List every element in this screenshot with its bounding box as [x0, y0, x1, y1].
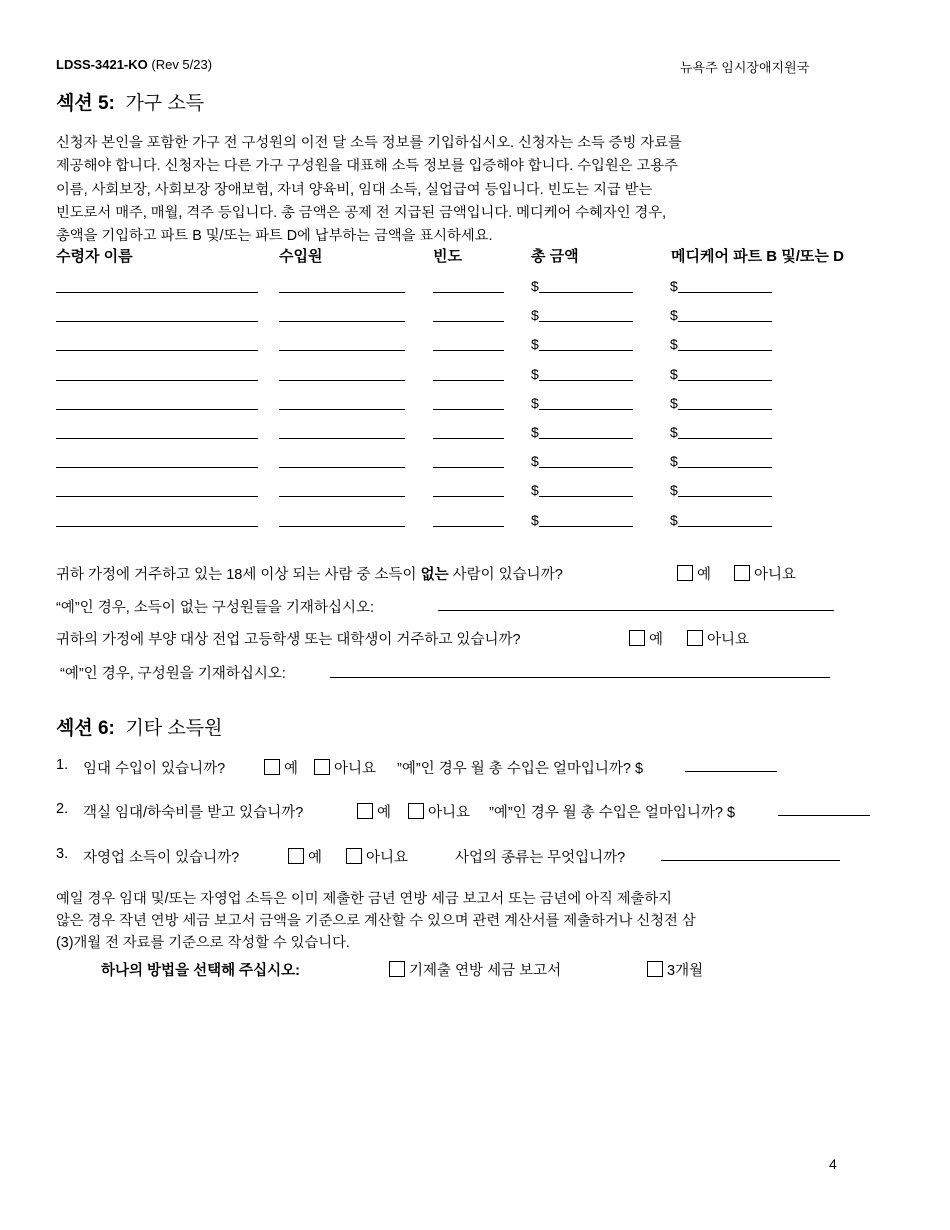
checkbox[interactable]	[357, 803, 373, 819]
q2-number: 2.	[56, 801, 69, 817]
dollar-sign: $	[531, 453, 539, 470]
intro-line: 신청자 본인을 포함한 가구 전 구성원의 이전 달 소득 정보를 기입하십시오. 신청자는 소득 증빙 자료를	[56, 135, 682, 151]
income-source-field[interactable]	[279, 526, 405, 527]
q-no-income-text-b: 사람이 있습니까?	[448, 567, 563, 583]
income-source-field[interactable]	[279, 321, 405, 322]
checkbox[interactable]	[288, 848, 304, 864]
recipient-name-field[interactable]	[56, 350, 258, 351]
recipient-name-field[interactable]	[56, 526, 258, 527]
dollar-sign: $	[670, 482, 678, 499]
intro-line: 제공해야 합니다. 신청자는 다른 가구 구성원을 대표해 소득 정보를 입증해야 합니다. 수입원은 고용주	[56, 158, 678, 175]
dollar-sign: $	[531, 365, 539, 382]
q3-follow: 사업의 종류는 무엇입니까?	[455, 850, 626, 866]
section6-note	[56, 888, 696, 954]
q1-number: 1.	[56, 757, 69, 773]
income-source-field[interactable]	[279, 292, 405, 293]
note-line: (3)개월 전 자료를 기준으로 작성할 수 있습니다.	[56, 935, 350, 951]
income-source-field[interactable]	[279, 467, 405, 468]
section6-number: 섹션 6:	[56, 718, 115, 739]
section5-number: 섹션 5:	[56, 93, 115, 114]
checkbox[interactable]	[677, 565, 693, 581]
intro-line: 총액을 기입하고 파트 B 및/또는 파트 D에 납부하는 금액을 표시하세요.	[56, 228, 493, 245]
q3-no[interactable]	[346, 846, 408, 867]
dollar-sign: $	[670, 511, 678, 528]
recipient-name-field[interactable]	[56, 467, 258, 468]
total-amount-field[interactable]	[539, 292, 633, 293]
dollar-sign: $	[670, 336, 678, 353]
total-amount-field[interactable]	[539, 467, 633, 468]
q3-number: 3.	[56, 846, 69, 862]
no-income-list-row	[56, 596, 374, 617]
yes-label: 예	[649, 632, 664, 648]
q-no-income-text-a: 귀하 가정에 거주하고 있는 18세 이상 되는 사람 중 소득이	[56, 567, 421, 583]
checkbox[interactable]	[314, 759, 330, 775]
recipient-name-field[interactable]	[56, 496, 258, 497]
medicare-amount-field[interactable]	[678, 526, 772, 527]
col-income-source: 수입원	[279, 248, 323, 265]
section5-intro	[56, 132, 682, 248]
q-no-income-no[interactable]	[734, 563, 796, 584]
total-amount-field[interactable]	[539, 380, 633, 381]
dollar-sign: $	[670, 307, 678, 324]
q-student-yes[interactable]	[629, 628, 663, 649]
no-label: 아니요	[707, 632, 750, 648]
dollar-sign: $	[531, 424, 539, 440]
q2-amount-field[interactable]	[778, 815, 870, 816]
dollar-sign: $	[670, 365, 678, 382]
no-label: 아니요	[366, 850, 409, 866]
total-amount-field[interactable]	[539, 409, 633, 410]
frequency-field[interactable]	[433, 526, 504, 527]
no-income-list-label: “예”인 경우, 소득이 없는 구성원들을 기재하십시오:	[56, 600, 374, 616]
medicare-amount-field[interactable]	[678, 350, 772, 351]
income-source-field[interactable]	[279, 438, 405, 439]
checkbox[interactable]	[389, 961, 405, 977]
q1-yes[interactable]	[264, 757, 298, 778]
recipient-name-field[interactable]	[56, 321, 258, 322]
frequency-field[interactable]	[433, 321, 504, 322]
frequency-field[interactable]	[433, 350, 504, 351]
dollar-sign: $	[670, 453, 678, 470]
no-label: 아니요	[428, 805, 471, 821]
medicare-amount-field[interactable]	[678, 292, 772, 293]
q3-text: 자영업 소득이 있습니까?	[83, 850, 240, 866]
q-no-income	[56, 563, 563, 584]
section6-title	[56, 713, 223, 740]
q2-no[interactable]	[408, 801, 470, 822]
col-total-amount: 총 금액	[531, 248, 579, 265]
medicare-amount-field[interactable]	[678, 380, 772, 381]
income-source-field[interactable]	[279, 496, 405, 497]
dollar-sign: $	[531, 394, 539, 411]
checkbox[interactable]	[408, 803, 424, 819]
dollar-sign: $	[670, 394, 678, 411]
q2-text: 객실 임대/하숙비를 받고 있습니까?	[83, 805, 304, 821]
q2-follow: ”예”인 경우 월 총 수입은 얼마입니까? $	[489, 805, 736, 821]
medicare-amount-field[interactable]	[678, 409, 772, 410]
yes-label: 예	[284, 761, 299, 777]
medicare-amount-field[interactable]	[678, 467, 772, 468]
dollar-sign: $	[531, 511, 539, 528]
total-amount-field[interactable]	[539, 438, 633, 439]
section6-heading: 기타 소득원	[125, 718, 223, 739]
q1-text: 임대 수입이 있습니까?	[83, 761, 226, 777]
student-list-label: “예”인 경우, 구성원을 기재하십시오:	[60, 666, 286, 682]
col-recipient-name: 수령자 이름	[56, 248, 133, 265]
frequency-field[interactable]	[433, 380, 504, 381]
col-medicare: 메디케어 파트 B 및/또는 D	[671, 248, 844, 265]
q-no-income-emphasis: 없는	[420, 567, 449, 583]
q3-yes[interactable]	[288, 846, 322, 867]
yes-label: 예	[697, 567, 712, 583]
method-label: 하나의 방법을 선택해 주십시오:	[101, 963, 301, 979]
page-number: 4	[829, 1156, 837, 1172]
q1-follow: ”예”인 경우 월 총 수입은 얼마입니까? $	[397, 761, 644, 777]
checkbox[interactable]	[647, 961, 663, 977]
note-line: 않은 경우 작년 연방 세금 보고서 금액을 기준으로 계산할 수 있으며 관련 계산서를 제출하거나 신청전 삼	[56, 913, 696, 929]
note-line: 예일 경우 임대 및/또는 자영업 소득은 이미 제출한 금년 연방 세금 보고서 또는 금년에 아직 제출하지	[56, 891, 672, 907]
section5-title	[56, 88, 204, 115]
checkbox[interactable]	[346, 848, 362, 864]
dollar-sign: $	[670, 278, 678, 294]
form-id: LDSS-3421-KO	[56, 57, 148, 72]
total-amount-field[interactable]	[539, 496, 633, 497]
recipient-name-field[interactable]	[56, 438, 258, 439]
q-no-income-yes[interactable]	[677, 563, 711, 584]
no-label: 아니요	[754, 567, 797, 583]
medicare-amount-field[interactable]	[678, 496, 772, 497]
yes-label: 예	[377, 805, 392, 821]
q-student-no[interactable]	[687, 628, 749, 649]
frequency-field[interactable]	[433, 292, 504, 293]
checkbox[interactable]	[687, 630, 703, 646]
method-three-months[interactable]	[647, 959, 703, 980]
medicare-amount-field[interactable]	[678, 438, 772, 439]
dollar-sign: $	[670, 424, 678, 440]
q2-yes[interactable]	[357, 801, 391, 822]
q3-business-type-field[interactable]	[661, 860, 840, 861]
checkbox[interactable]	[264, 759, 280, 775]
intro-line: 이름, 사회보장, 사회보장 장애보험, 자녀 양육비, 임대 소득, 실업급여 등입니다. 빈도는 지급 받는	[56, 181, 653, 198]
q1-amount-field[interactable]	[685, 771, 777, 772]
student-list-field[interactable]	[330, 677, 830, 678]
dollar-sign: $	[531, 336, 539, 353]
col-frequency: 빈도	[433, 248, 462, 265]
dollar-sign: $	[531, 482, 539, 499]
section5-heading: 가구 소득	[125, 93, 205, 114]
total-amount-field[interactable]	[539, 321, 633, 322]
recipient-name-field[interactable]	[56, 380, 258, 381]
no-income-list-field[interactable]	[438, 610, 834, 611]
q-student: 귀하의 가정에 부양 대상 전업 고등학생 또는 대학생이 거주하고 있습니까?	[56, 632, 521, 648]
income-source-field[interactable]	[279, 350, 405, 351]
checkbox[interactable]	[734, 565, 750, 581]
income-source-field[interactable]	[279, 409, 405, 410]
no-label: 아니요	[334, 761, 377, 777]
income-source-field[interactable]	[279, 380, 405, 381]
agency-name: 뉴욕주 임시장애지원국	[680, 60, 810, 75]
medicare-amount-field[interactable]	[678, 321, 772, 322]
frequency-field[interactable]	[433, 409, 504, 410]
yes-label: 예	[308, 850, 323, 866]
frequency-field[interactable]	[433, 438, 504, 439]
frequency-field[interactable]	[433, 496, 504, 497]
checkbox[interactable]	[629, 630, 645, 646]
frequency-field[interactable]	[433, 467, 504, 468]
recipient-name-field[interactable]	[56, 292, 258, 293]
dollar-sign: $	[531, 307, 539, 324]
method-tax-return[interactable]	[389, 959, 561, 980]
q1-no[interactable]	[314, 757, 376, 778]
intro-line: 빈도로서 매주, 매월, 격주 등입니다. 총 금액은 공제 전 지급된 금액입니다. 메디케어 수혜자인 경우,	[56, 204, 667, 221]
dollar-sign: $	[531, 278, 539, 294]
recipient-name-field[interactable]	[56, 409, 258, 410]
form-revision: (Rev 5/23)	[151, 57, 213, 72]
total-amount-field[interactable]	[539, 350, 633, 351]
total-amount-field[interactable]	[539, 526, 633, 527]
method-opt1-label: 기제출 연방 세금 보고서	[409, 963, 562, 979]
form-id-header	[56, 57, 212, 72]
method-opt2-label: 3개월	[667, 963, 704, 979]
